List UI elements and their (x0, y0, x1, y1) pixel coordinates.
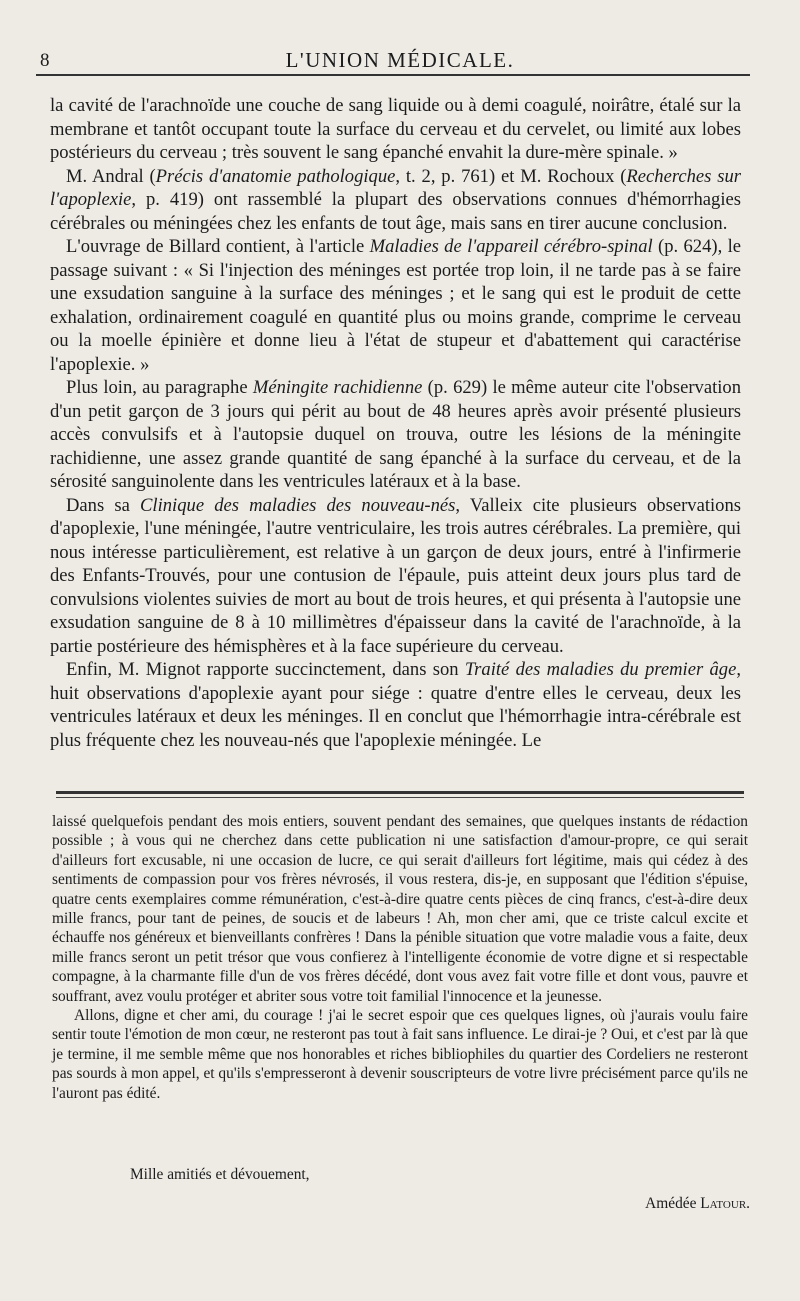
citation: Clinique des maladies des nouveau-nés (140, 494, 456, 516)
running-head: L'UNION MÉDICALE. (285, 48, 515, 72)
paragraph: Plus loin, au paragraphe Méningite rachidienne (p. 629) le même auteur cite l'observation d'un petit garçon de 3 jours qui périt au bout de 48 heures après avoir présenté plusieurs accès convulsifs et à l'autopsie duquel on trouva, outre les lésions de la méningite rachidienne, une assez grande quantité de sang épanché à la surface du cerveau, et de la sérosité sanguinolente dans les ventricules latéraux et à la base. (50, 377, 742, 492)
closing-line: Mille amitiés et dévouement, (130, 1166, 310, 1183)
signature: Amédée Latour. (645, 1195, 750, 1212)
feuilleton-text (52, 812, 748, 1103)
citation: Traité des maladies du premier âge (464, 659, 737, 680)
paragraph: laissé quelquefois pendant des mois entiers, souvent pendant des semaines, que quelques instants de rédaction possible ; à vous qui ne cherchez dans cette publication ni une satisfaction d'amour-propre, ce qui serait d'ailleurs fort excusable, ni une occasion de lucre, ce qui serait d'ailleurs fort légitime, mais qui cédez à des sentiments de compassion pour vos frères névrosés, il vous restera, dis-je, en supposant que l'édition s'épuise, quatre cents exemplaires comme rémunération, c'est-à-dire quatre cents pièces de cinq francs, c'est-à-dire deux mille francs, pour tant de peines, de soucis et de labeurs ! Ah, mon cher ami, que ce triste calcul excite et échauffe nos généreux et bienveillants confrères ! Dans la pénible situation que votre maladie vous a faite, deux mille francs seront un petit trésor que vous confierez à l'intelligente économie de votre digne et si respectable compagne, à la charmante fille d'un de vos frères décédé, dont vous avez fait votre fille et dont vous, pauvre et souffrant, avez voulu protéger et abriter sous votre toit familial l'innocence et la jeunesse. (52, 813, 748, 1005)
header-rule (36, 74, 750, 76)
citation: Précis d'anatomie pathologique (155, 165, 396, 187)
paragraph: Allons, digne et cher ami, du courage ! j'ai le secret espoir que ces quelques lignes, où j'aurais voulu faire sentir toute l'émotion de mon cœur, ne resteront pas tout à fait sans influence. Le dirai-je ? Oui, et c'est par là que je termine, il me semble même que nos honorables et riches bibliophiles du quartier des Cordeliers ne resteront pas sourds à mon appel, et qu'ils s'empresseront à devenir souscripteurs de votre livre précisément parce qu'ils ne l'auront pas édité. (52, 1007, 748, 1102)
citation: Maladies de l'appareil cérébro-spinal (369, 236, 653, 257)
paragraph: Dans sa Clinique des maladies des nouveau-nés, Valleix cite plusieurs observations d'apoplexie, l'une méningée, l'autre ventriculaire, les trois autres cérébrales. La première, qui nous intéresse particulièrement, est relative à un garçon de deux jours, entré à l'infirmerie des Enfants-Trouvés, pour une contusion de l'épaule, puis atteint deux jours plus tard de convulsions violentes suivies de mort au bout de trois heures, et qui présenta à l'autopsie une exsudation sanguine de 8 à 10 millimètres d'épaisseur dans la cavité de l'arachnoïde, à la partie postérieure des hémisphères et à la face supérieure du cerveau. (50, 494, 741, 657)
section-divider (56, 791, 744, 801)
paragraph: la cavité de l'arachnoïde une couche de sang liquide ou à demi coagulé, noirâtre, étalé sur la membrane et tantôt occupant toute la surface du cerveau et du cervelet, ou limité aux lobes postérieurs du cerveau ; très souvent le sang épanché envahit la dure-mère spinale. » (50, 95, 741, 163)
page-header (0, 44, 800, 74)
paragraph: M. Andral (Précis d'anatomie pathologique, t. 2, p. 761) et M. Rochoux (Recherches sur l'apoplexie, p. 419) ont rassemblé la plupart des observations connues d'hémorrhagies cérébrales ou méningées chez les enfants de tout âge, mais sans en tirer aucune conclusion. (50, 165, 741, 234)
citation: Recherches sur l'apoplexie (50, 165, 741, 210)
citation: Méningite rachidienne (252, 377, 423, 398)
paragraph: L'ouvrage de Billard contient, à l'article Maladies de l'appareil cérébro-spinal (p. 624), le passage suivant : « Si l'injection des méninges est portée trop loin, il ne tarde pas à se faire une exsudation sanguine à la surface des méninges ; et le sang qui est le produit de cette exhalation, ordinairement coagulé en quantité plus ou moins grande, comprime le cerveau ou la moelle épinière et donne lieu à l'état de stupeur et d'abattement qui caractérise l'apoplexie. » (50, 236, 741, 375)
paragraph: Enfin, M. Mignot rapporte succinctement, dans son Traité des maladies du premier âge, huit observations d'apoplexie ayant pour siége : quatre d'entre elles le cerveau, deux les ventricules latéraux et deux les méninges. Il en conclut que l'hémorrhagie intra-cérébrale est plus fréquente chez les nouveau-nés que l'apoplexie méningée. Le (50, 659, 741, 751)
main-text (50, 94, 741, 752)
page-number: 8 (40, 50, 50, 71)
